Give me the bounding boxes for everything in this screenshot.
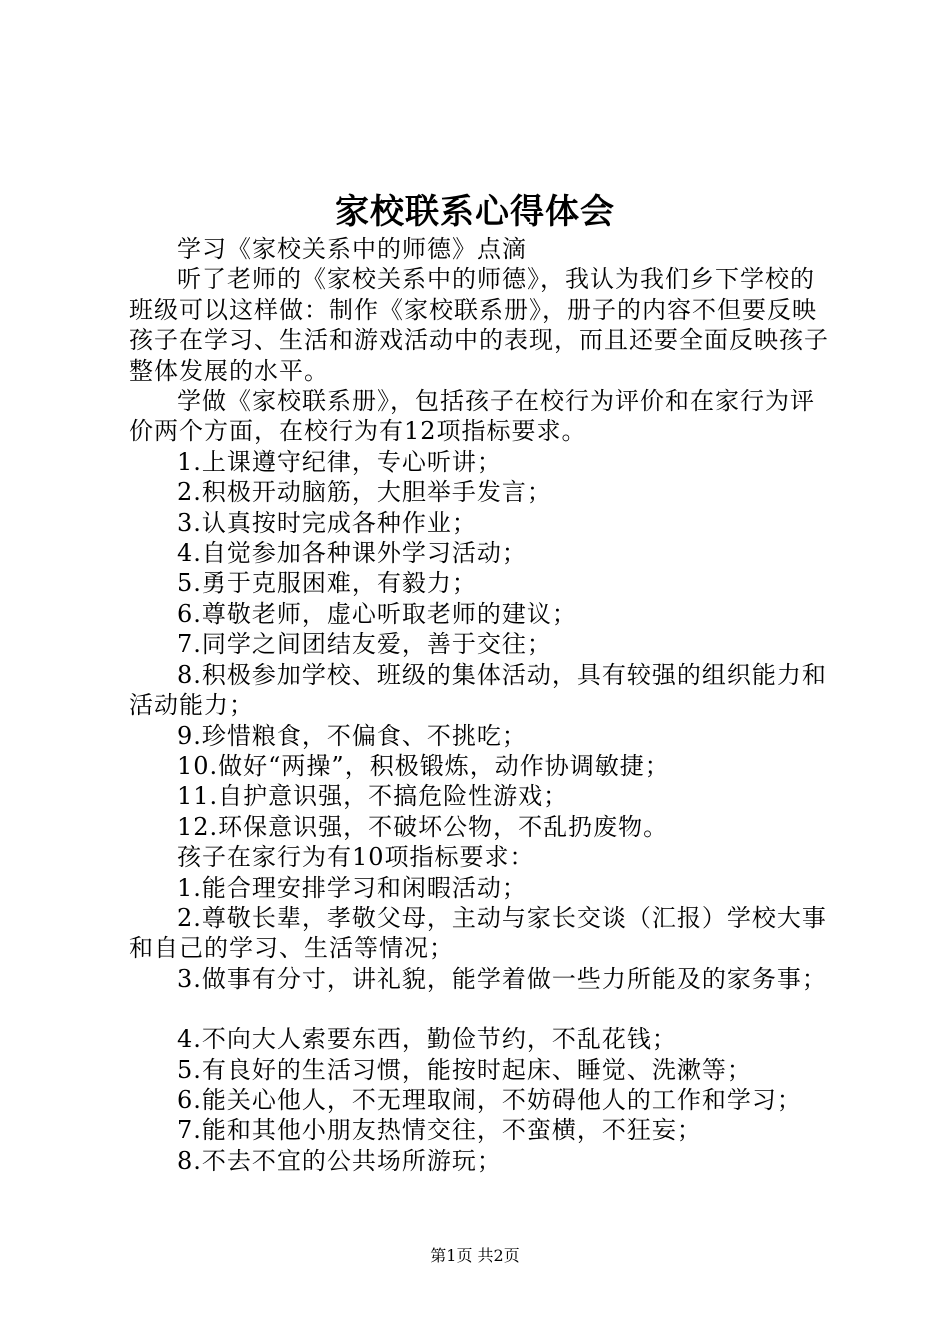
- list-item: 2.积极开动脑筋，大胆举手发言；: [177, 478, 552, 507]
- list-item: 4.自觉参加各种课外学习活动；: [177, 539, 527, 568]
- list-item: 1.上课遵守纪律，专心听讲；: [177, 447, 502, 476]
- paragraph: 学做《家校联系册》，包括孩子在校行为评价和在家行为评价两个方面，在校行为有12项指标要求。: [129, 387, 815, 446]
- list-item: 9.珍惜粮食，不偏食、不挑吃；: [177, 721, 527, 750]
- list-item: 3.认真按时完成各种作业；: [177, 508, 477, 537]
- list-item: 10.做好“两操”，积极锻炼，动作协调敏捷；: [177, 751, 670, 780]
- list-item: 7.同学之间团结友爱，善于交往；: [177, 630, 552, 659]
- document-body: [129, 234, 829, 1176]
- paragraph: 孩子在家行为有10项指标要求：: [177, 843, 535, 872]
- list-item: 6.能关心他人，不无理取闹，不妨碍他人的工作和学习；: [177, 1085, 802, 1114]
- list-item: 11.自护意识强，不搞危险性游戏；: [177, 782, 569, 811]
- list-item: 8.不去不宜的公共场所游玩；: [177, 1146, 502, 1175]
- list-item: 6.尊敬老师，虚心听取老师的建议；: [177, 599, 577, 628]
- paragraph: 学习《家校关系中的师德》点滴: [177, 235, 527, 263]
- paragraph: 听了老师的《家校关系中的师德》，我认为我们乡下学校的班级可以这样做：制作《家校联系册》，册子的内容不但要反映孩子在学习、生活和游戏活动中的表现，而且还要全面反映孩子整体发展的水平。: [129, 265, 829, 385]
- list-item: 2.尊敬长辈，孝敬父母，主动与家长交谈（汇报）学校大事和自己的学习、生活等情况；: [129, 903, 827, 963]
- list-item: 8.积极参加学校、班级的集体活动，具有较强的组织能力和活动能力；: [129, 660, 827, 720]
- list-item: 7.能和其他小朋友热情交往，不蛮横，不狂妄；: [177, 1116, 702, 1145]
- list-item: 3.做事有分寸，讲礼貌，能学着做一些力所能及的家务事；: [177, 964, 827, 993]
- list-item: 12.环保意识强，不破坏公物，不乱扔废物。: [177, 812, 669, 841]
- list-item: 5.勇于克服困难，有毅力；: [177, 569, 477, 598]
- list-item: 5.有良好的生活习惯，能按时起床、睡觉、洗漱等；: [177, 1055, 752, 1084]
- document-title: 家校联系心得体会: [335, 192, 615, 232]
- list-item: 4.不向大人索要东西，勤俭节约，不乱花钱；: [177, 1025, 677, 1054]
- page-footer: 第1页 共2页: [430, 1246, 520, 1265]
- list-item: 1.能合理安排学习和闲暇活动；: [177, 873, 527, 902]
